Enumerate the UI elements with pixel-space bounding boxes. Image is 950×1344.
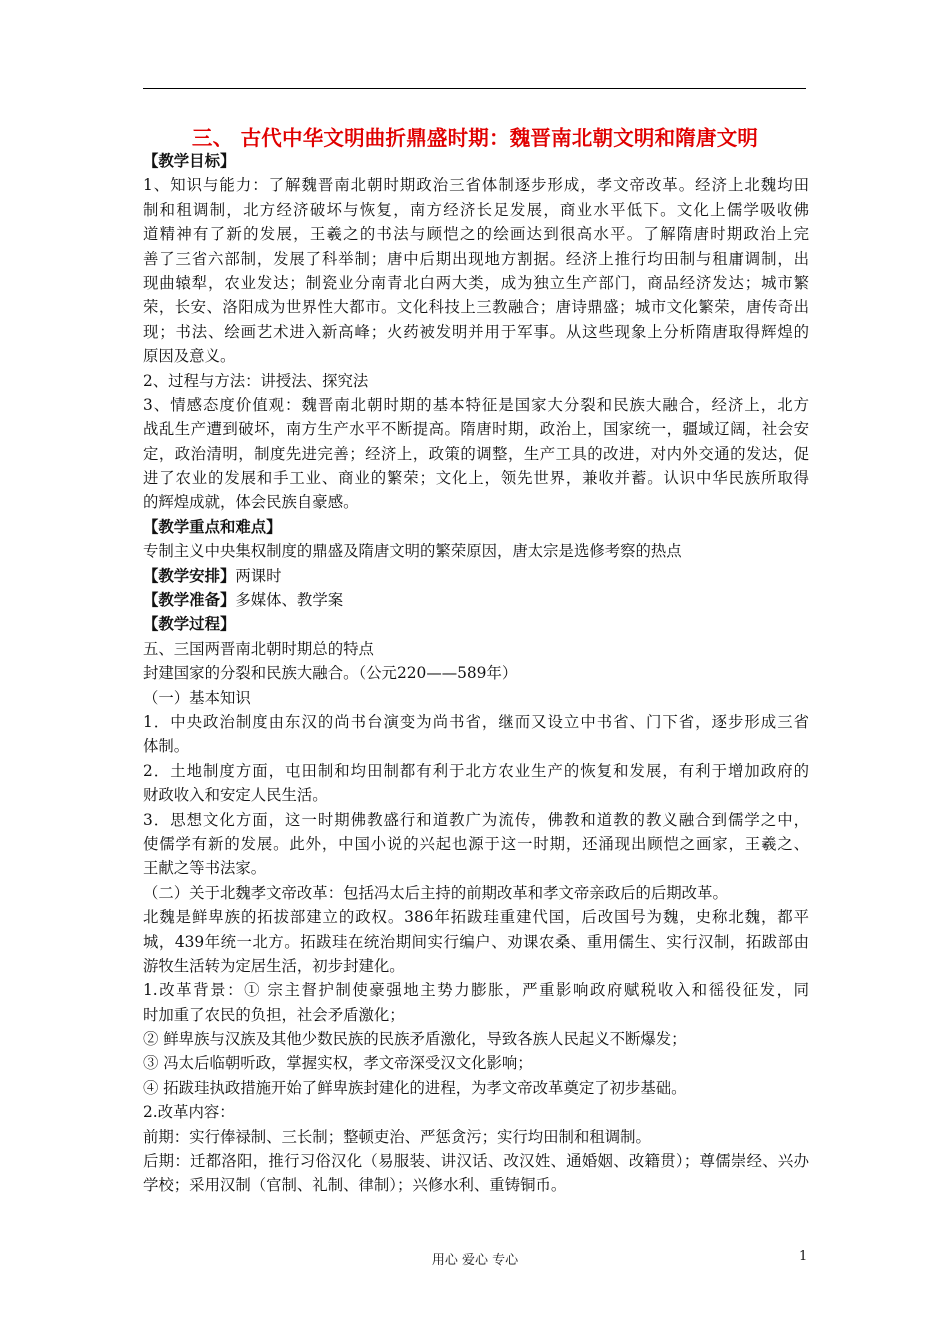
body-text-line: 善了三省六部制，发展了科举制；唐中后期出现地方割据。经济上推行均田制与租庸调制，出	[143, 249, 809, 268]
page-number: 1	[799, 1249, 808, 1264]
body-text-line: 的辉煌成就，体会民族自豪感。	[143, 493, 359, 512]
body-text-line: 1.改革背景：① 宗主督护制使豪强地主势力膨胀，严重影响政府赋税收入和徭役征发，同	[143, 981, 809, 1000]
body-text-line: 专制主义中央集权制度的鼎盛及隋唐文明的繁荣原因，唐太宗是选修考察的热点	[143, 542, 682, 561]
header-rule	[143, 88, 806, 89]
body-text-line: 王献之等书法家。	[143, 859, 267, 878]
body-text-line: 学校；采用汉制（官制、礼制、律制）；兴修水利、重铸铜币。	[143, 1176, 567, 1195]
section-value: 两课时	[235, 566, 282, 585]
body-text-line: 战乱生产遭到破坏，南方生产水平不断提高。隋唐时期，政治上，国家统一，疆域辽阔，社会安	[143, 420, 809, 439]
section-heading: 【教学重点和难点】	[143, 517, 282, 536]
body-text-line: 现曲辕犁，农业发达；制瓷业分南青北白两大类，成为独立生产部门，商品经济发达；城市繁	[143, 273, 809, 292]
body-text-line: 2．土地制度方面，屯田制和均田制都有利于北方农业生产的恢复和发展，有利于增加政府的	[143, 761, 809, 780]
body-text-line: 道精神有了新的发展，王羲之的书法与顾恺之的绘画达到很高水平。了解隋唐时期政治上完	[143, 225, 809, 244]
body-text-line: 前期：实行俸禄制、三长制；整顿吏治、严惩贪污；实行均田制和租调制。	[143, 1127, 651, 1146]
body-text-line: 1．中央政治制度由东汉的尚书台演变为尚书省，继而又设立中书省、门下省，逐步形成三省	[143, 712, 809, 731]
body-text-line: 原因及意义。	[143, 347, 236, 366]
body-text-line: 现；书法、绘画艺术进入新高峰；火药被发明并用于军事。从这些现象上分析隋唐取得辉煌的	[143, 322, 809, 341]
body-text-line: 2.改革内容：	[143, 1103, 235, 1122]
body-text-line: 使儒学有新的发展。此外，中国小说的兴起也源于这一时期，还涌现出顾恺之画家，王羲之、	[143, 834, 809, 853]
footer-text: 用心 爱心 专心	[431, 1253, 519, 1268]
body-text-line: 定，政治清明，制度先进完善；经济上，政策的调整，生产工具的改进，对内外交通的发达，促	[143, 444, 809, 463]
body-text-line: 北魏是鲜卑族的拓拔部建立的政权。386年拓跋珪重建代国，后改国号为魏，史称北魏，都平	[143, 908, 809, 927]
body-text-line: 后期：迁都洛阳，推行习俗汉化（易服装、讲汉话、改汉姓、通婚姻、改籍贯）；尊儒崇经、兴办	[143, 1152, 809, 1171]
section-heading: 【教学过程】	[143, 615, 236, 634]
section-line	[143, 588, 809, 612]
body-text-line: （一）基本知识	[143, 688, 251, 707]
page-title: 三、 古代中华文明曲折鼎盛时期：魏晋南北朝文明和隋唐文明	[191, 126, 759, 150]
body-text-line: 1、知识与能力：了解魏晋南北朝时期政治三省体制逐步形成，孝文帝改革。经济上北魏均田	[143, 176, 809, 195]
body-text-line: 财政收入和安定人民生活。	[143, 786, 328, 805]
section-line	[143, 564, 809, 588]
body-text-line: 体制。	[143, 737, 190, 756]
section-heading: 【教学准备】	[143, 591, 236, 610]
section-value: 多媒体、教学案	[235, 591, 344, 610]
body-text-line: ④ 拓跋珪执政措施开始了鲜卑族封建化的进程，为孝文帝改革奠定了初步基础。	[143, 1078, 687, 1097]
body-text-line: ② 鲜卑族与汉族及其他少数民族的民族矛盾激化，导致各族人民起义不断爆发；	[143, 1030, 687, 1049]
body-text-line: 游牧生活转为定居生活，初步封建化。	[143, 956, 405, 975]
section-heading: 【教学目标】	[143, 152, 236, 170]
section-heading: 【教学安排】	[143, 566, 236, 585]
body-text-line: 进了农业的发展和手工业、商业的繁荣；文化上，领先世界，兼收并蓄。认识中华民族所取得	[143, 469, 809, 488]
body-text-line: ③ 冯太后临朝听政，掌握实权，孝文帝深受汉文化影响；	[143, 1054, 533, 1073]
body-text-line: 时加重了农民的负担，社会矛盾激化；	[143, 1005, 405, 1024]
body-text-line: 制和租调制，北方经济破坏与恢复，南方经济长足发展，商业水平低下。文化上儒学吸收佛	[143, 200, 809, 219]
body-text-line: 3．思想文化方面，这一时期佛教盛行和道教广为流传，佛教和道教的教义融合到儒学之中，	[143, 810, 809, 829]
body-text-line: 荣，长安、洛阳成为世界性大都市。文化科技上三教融合；唐诗鼎盛；城市文化繁荣，唐传奇出	[143, 298, 809, 317]
body-text-line: 封建国家的分裂和民族大融合。（公元220——589年）	[143, 664, 518, 683]
document-body	[143, 149, 809, 1198]
body-text-line: 2、过程与方法：讲授法、探究法	[143, 371, 369, 390]
body-text-line: 城，439年统一北方。拓跋珪在统治期间实行编户、劝课农桑、重用儒生、实行汉制，拓跋部由	[143, 932, 809, 951]
body-text-line: （二）关于北魏孝文帝改革：包括冯太后主持的前期改革和孝文帝亲政后的后期改革。	[143, 883, 728, 902]
body-text-line: 五、三国两晋南北朝时期总的特点	[143, 639, 374, 658]
body-text-line: 3、情感态度价值观：魏晋南北朝时期的基本特征是国家大分裂和民族大融合，经济上，北方	[143, 395, 809, 414]
